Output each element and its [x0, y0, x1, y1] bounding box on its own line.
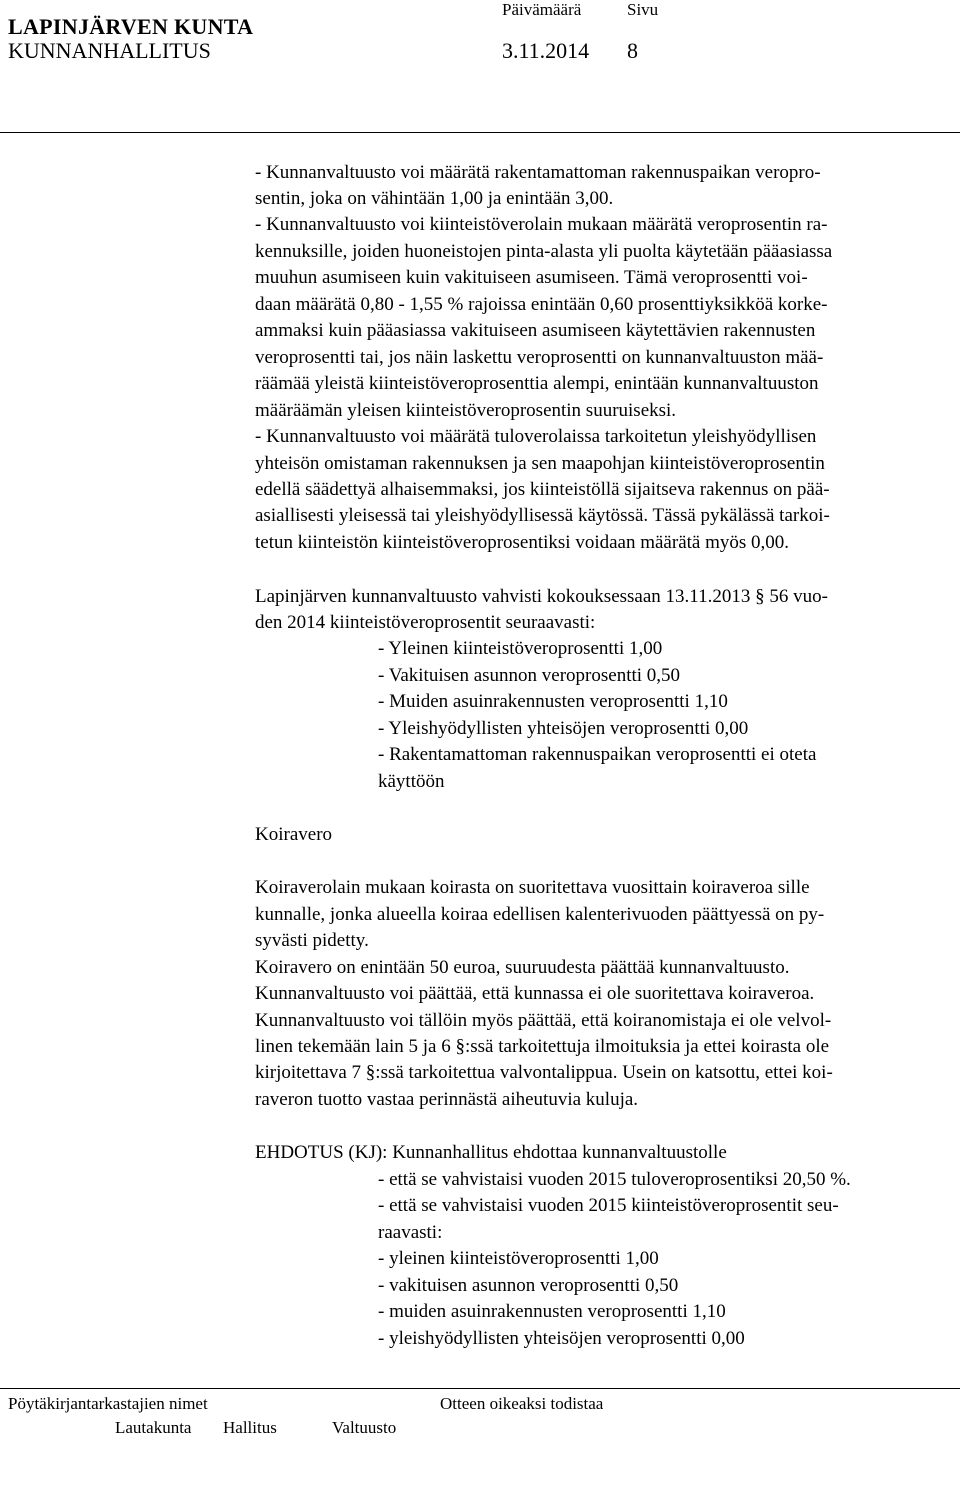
text-line: den 2014 kiinteistöveroprosentit seuraavasti: [255, 612, 596, 633]
text-line: - Kunnanvaltuusto voi määrätä rakentamattoman rakennuspaikan veropro- [255, 162, 821, 183]
meeting-date: 3.11.2014 [502, 38, 590, 63]
rate-item: - Rakentamattoman rakennuspaikan veroprosentti ei oteta [378, 744, 817, 765]
text-line: muuhun asumiseen kuin vakituiseen asumiseen. Tämä veroprosentti voi- [255, 267, 808, 288]
text-line: veroprosentti tai, jos näin laskettu veroprosentti on kunnanvaltuuston mää- [255, 347, 824, 368]
governing-body: KUNNANHALLITUS [8, 38, 211, 63]
footer-body-board: Lautakunta [115, 1418, 192, 1437]
organization-name: LAPINJÄRVEN KUNTA [8, 14, 254, 39]
footer-divider [0, 1388, 960, 1389]
proposal-heading: EHDOTUS (KJ): Kunnanhallitus ehdottaa kunnanvaltuustolle [255, 1142, 727, 1163]
page-label: Sivu [627, 0, 659, 19]
text-line: Kunnanvaltuusto voi päättää, että kunnassa ei ole suoritettava koiraveroa. [255, 983, 815, 1004]
proposal-item: - yleishyödyllisten yhteisöjen veroprosentti 0,00 [378, 1328, 745, 1349]
text-line: edellä säädettyä alhaisemmaksi, jos kiinteistöllä sijaitseva rakennus on pää- [255, 479, 830, 500]
text-line: tetun kiinteistön kiinteistöveroprosentiksi voidaan määrätä myös 0,00. [255, 532, 790, 553]
page-number: 8 [627, 38, 638, 63]
reviewers-label: Pöytäkirjantarkastajien nimet [8, 1394, 208, 1413]
text-line: asiallisesti yleisessä tai yleishyödyllisessä käytössä. Tässä pykälässä tarkoi- [255, 505, 830, 526]
text-line: Koiraverolain mukaan koirasta on suoritettava vuosittain koiraveroa sille [255, 877, 810, 898]
rate-item: - Muiden asuinrakennusten veroprosentti 1,10 [378, 691, 728, 712]
text-line: syvästi pidetty. [255, 930, 369, 951]
text-line: Koiravero on enintään 50 euroa, suuruudesta päättää kunnanvaltuusto. [255, 957, 790, 978]
text-line: määräämän yleisen kiinteistöveroprosentin suuruiseksi. [255, 400, 677, 421]
rate-item: käyttöön [378, 771, 445, 792]
footer-body-council: Valtuusto [332, 1418, 397, 1437]
text-line: kennuksille, joiden huoneistojen pinta-alasta yli puolta käytetään pääasiassa [255, 241, 833, 262]
text-line: yhteisön omistaman rakennuksen ja sen maapohjan kiinteistöveroprosentin [255, 453, 825, 474]
text-line: raveron tuotto vastaa perinnästä aiheutuvia kuluja. [255, 1089, 639, 1110]
footer-body-executive: Hallitus [223, 1418, 277, 1437]
proposal-item: raavasti: [378, 1222, 443, 1243]
text-line: kirjoitettava 7 §:ssä tarkoitettua valvontalippua. Usein on katsottu, ettei koi- [255, 1062, 833, 1083]
proposal-item: - että se vahvistaisi vuoden 2015 tuloveroprosentiksi 20,50 %. [378, 1169, 851, 1190]
certified-label: Otteen oikeaksi todistaa [440, 1394, 604, 1413]
text-line: Kunnanvaltuusto voi tällöin myös päättää, että koiranomistaja ei ole velvol- [255, 1010, 832, 1031]
text-line: - Kunnanvaltuusto voi määrätä tuloverolaissa tarkoitetun yleishyödyllisen [255, 426, 817, 447]
rate-item: - Yleinen kiinteistöveroprosentti 1,00 [378, 638, 663, 659]
proposal-item: - yleinen kiinteistöveroprosentti 1,00 [378, 1248, 659, 1269]
proposal-item: - vakituisen asunnon veroprosentti 0,50 [378, 1275, 679, 1296]
text-line: daan määrätä 0,80 - 1,55 % rajoissa enintään 0,60 prosenttiyksikköä korke- [255, 294, 828, 315]
rate-item: - Yleishyödyllisten yhteisöjen veroprosentti 0,00 [378, 718, 749, 739]
section-heading-dog-tax: Koiravero [255, 824, 333, 845]
text-line: ammaksi kuin pääasiassa vakituiseen asumiseen käytettävien rakennusten [255, 320, 816, 341]
proposal-item: - muiden asuinrakennusten veroprosentti 1,10 [378, 1301, 726, 1322]
header-divider [0, 132, 960, 133]
rate-item: - Vakituisen asunnon veroprosentti 0,50 [378, 665, 681, 686]
text-line: kunnalle, jonka alueella koiraa edellisen kalenterivuoden päättyessä on py- [255, 904, 825, 925]
text-line: - Kunnanvaltuusto voi kiinteistöverolain mukaan määrätä veroprosentin ra- [255, 214, 828, 235]
text-line: sentin, joka on vähintään 1,00 ja enintään 3,00. [255, 188, 614, 209]
text-line: räämää yleistä kiinteistöveroprosenttia alempi, enintään kunnanvaltuuston [255, 373, 819, 394]
proposal-item: - että se vahvistaisi vuoden 2015 kiinteistöveroprosentit seu- [378, 1195, 839, 1216]
text-line: linen tekemään lain 5 ja 6 §:ssä tarkoitettuja ilmoituksia ja ettei koirasta ole [255, 1036, 830, 1057]
text-line: Lapinjärven kunnanvaltuusto vahvisti kokouksessaan 13.11.2013 § 56 vuo- [255, 586, 828, 607]
date-label: Päivämäärä [502, 0, 582, 19]
